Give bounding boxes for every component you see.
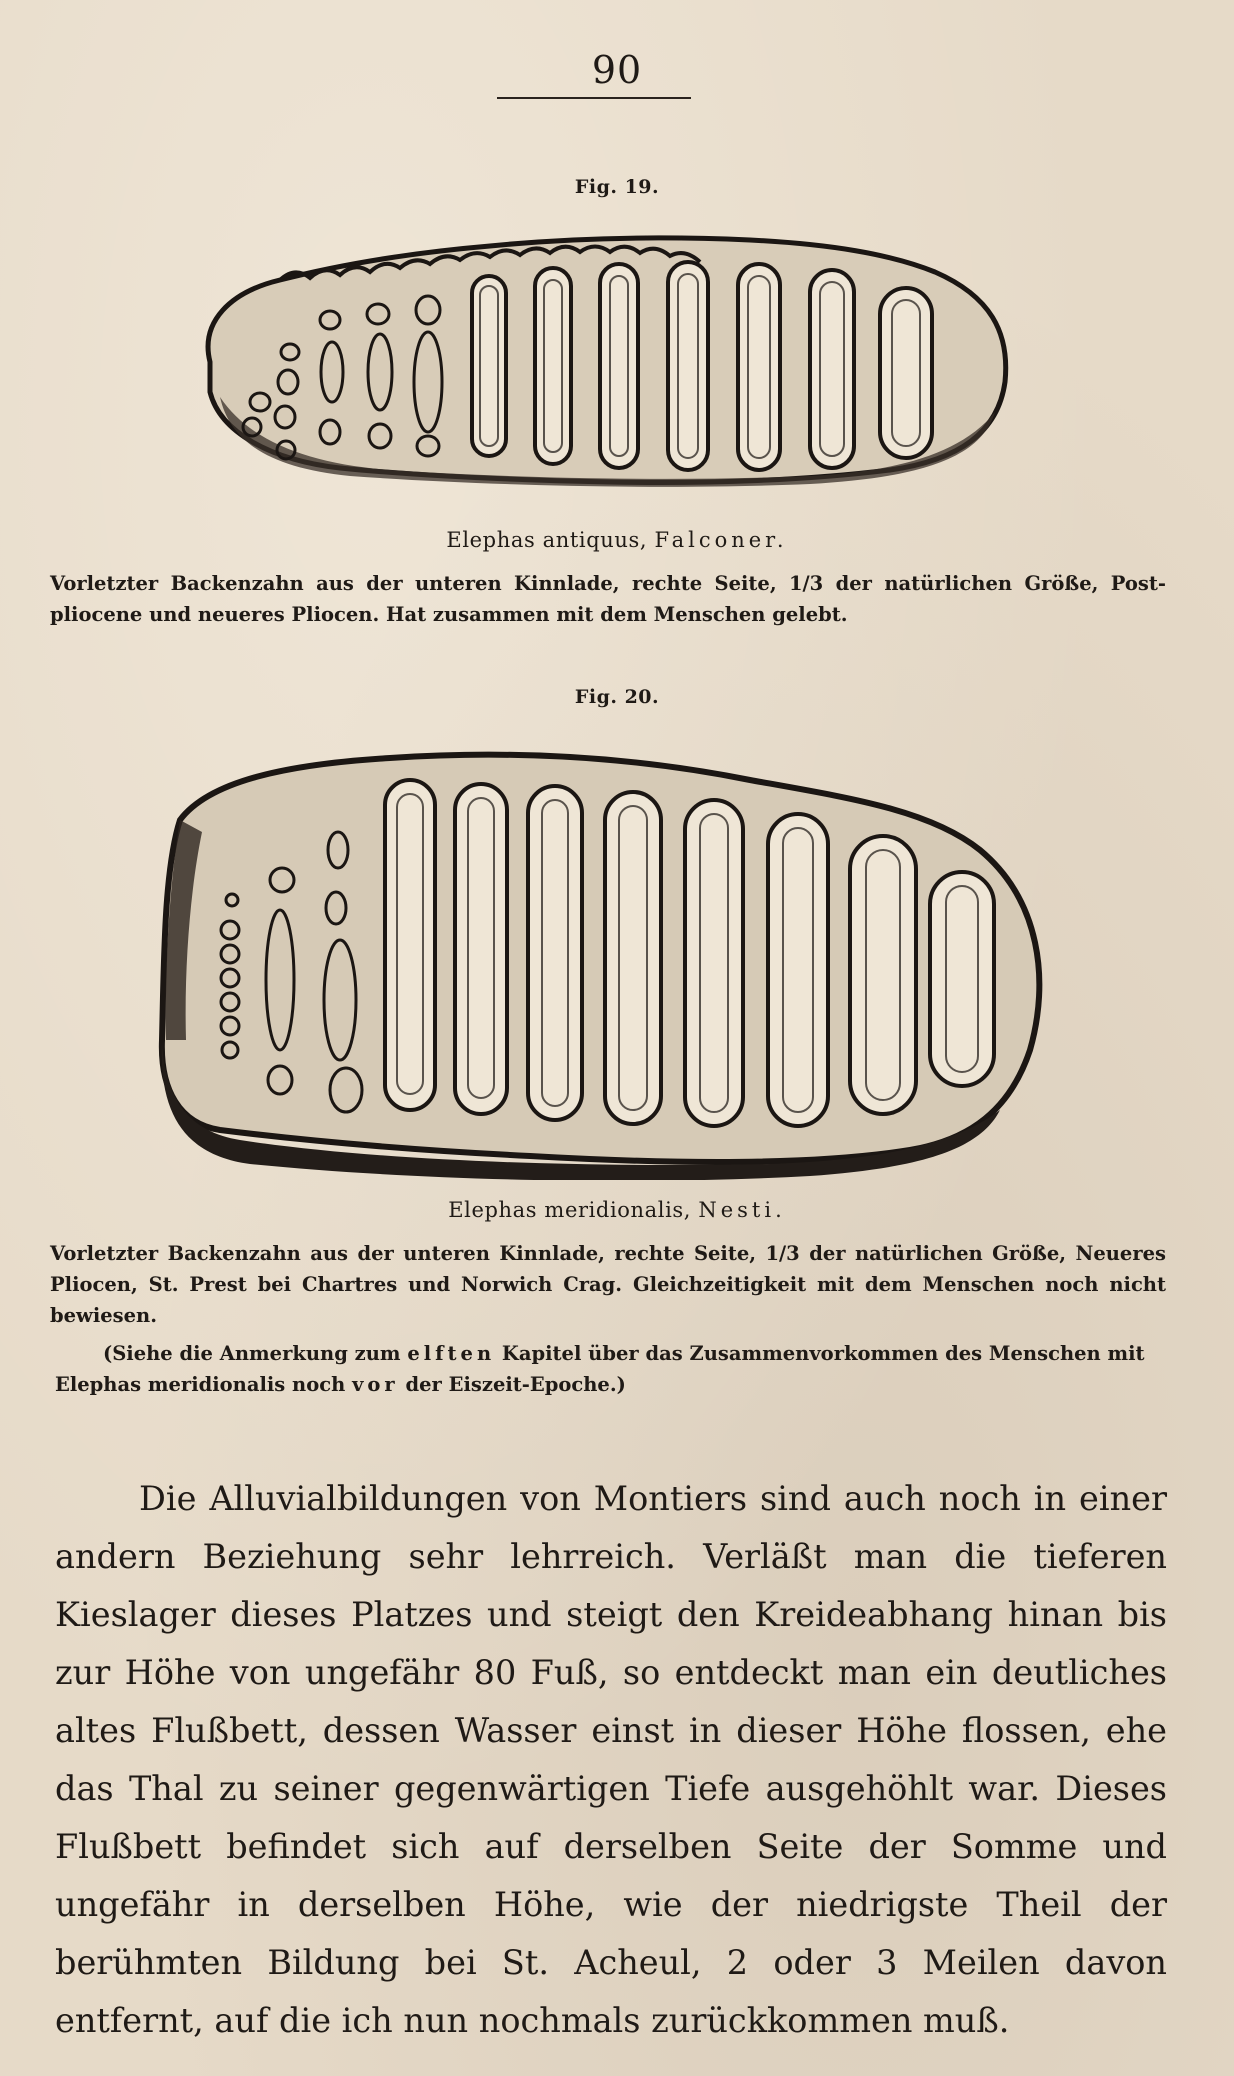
figure-20-note	[55, 1338, 1165, 1400]
figure-19-molar-illustration	[190, 232, 1020, 502]
note-text-after: der Eiszeit-Epoche.)	[405, 1373, 626, 1396]
figure-20-caption: Vorletzter Backenzahn aus der unteren Kinnlade, rechte Seite, 1/3 der natürlichen Größe, Neueres Pliocen, St. Prest bei Chartres und Norwich Crag. Gleichzeitigkeit mit dem Menschen noch nicht bewiesen.	[50, 1242, 1166, 1327]
note-text-mid: Kapitel über das Zusammenvorkommen des Menschen mit Elephas meridionalis noch	[55, 1342, 1145, 1396]
figure-19-species	[0, 528, 1234, 552]
header-rule	[497, 97, 691, 99]
body-paragraph	[55, 1470, 1167, 2050]
figure-20-label: Fig. 20.	[574, 686, 660, 708]
figure-20-molar-illustration	[150, 740, 1070, 1180]
note-text-before: (Siehe die Anmerkung zum	[103, 1342, 401, 1365]
figure-20-authority: Nesti.	[698, 1198, 786, 1222]
body-paragraph-text: Die Alluvialbildungen von Montiers sind auch noch in einer andern Beziehung sehr lehrreich. Verläßt man die tieferen Kieslager dieses Platzes und steigt den Kreideabhang hinan bis zur Höhe von ungefähr 80 Fuß, so entdeckt man ein deutliches altes Flußbett, dessen Wasser einst in dieser Höhe flossen, ehe das Thal zu seiner gegenwärtigen Tiefe ausgehöhlt war. Dieses Flußbett befindet sich auf derselben Seite der Somme und ungefähr in derselben Höhe, wie der niedrigste Theil der berühmten Bildung bei St. Acheul, 2 oder 3 Meilen davon entfernt, auf die ich nun nochmals zurückkommen muß.	[55, 1479, 1167, 2040]
note-spaced-vor: vor	[352, 1373, 399, 1396]
figure-20-species	[0, 1198, 1234, 1222]
page-number: 90	[591, 48, 643, 92]
figure-19-authority: Falconer.	[654, 528, 788, 552]
figure-19-species-name: Elephas antiquus,	[446, 528, 648, 552]
figure-20-species-name: Elephas meridionalis,	[448, 1198, 692, 1222]
figure-19-caption: Vorletzter Backenzahn aus der unteren Kinnlade, rechte Seite, 1/3 der natürlichen Größe, Post-pliocene und neueres Pliocen. Hat zusammen mit dem Menschen gelebt.	[50, 572, 1166, 626]
figure-19-label: Fig. 19.	[574, 176, 660, 198]
note-spaced-elften: elften	[407, 1342, 496, 1365]
